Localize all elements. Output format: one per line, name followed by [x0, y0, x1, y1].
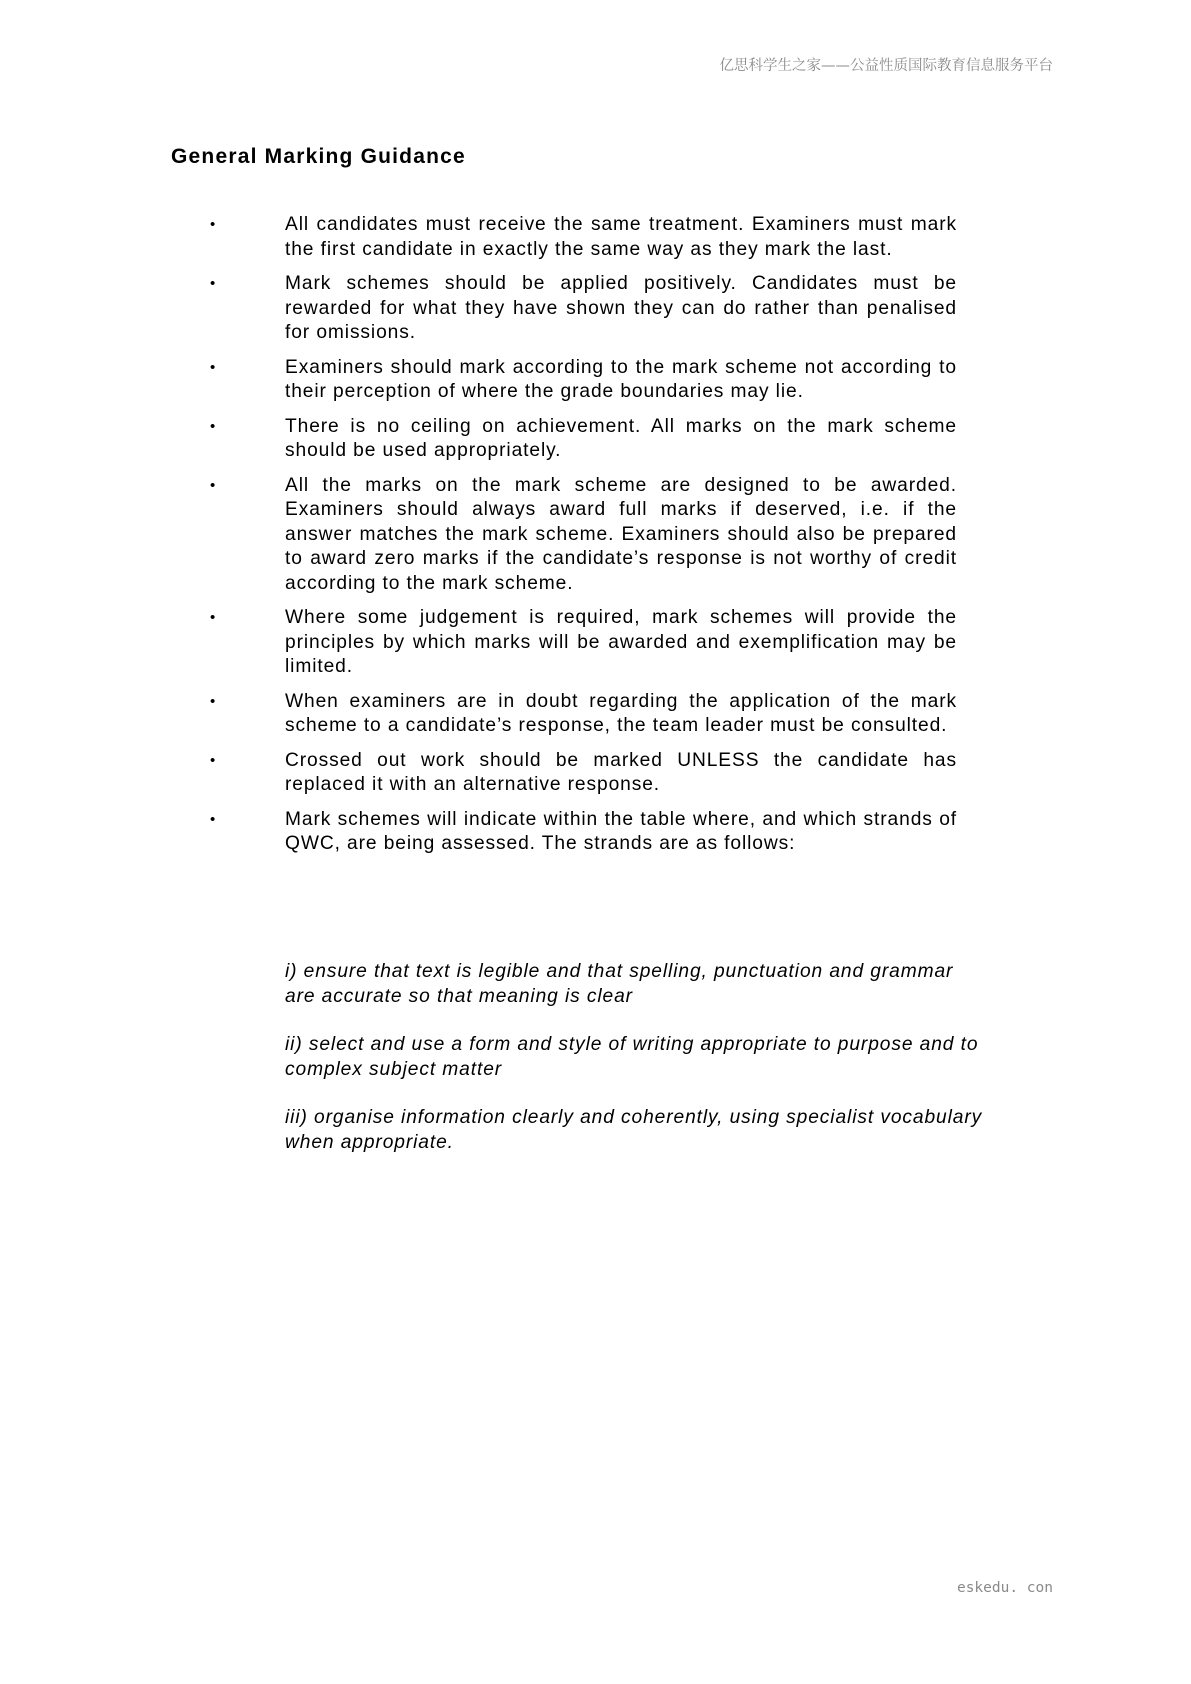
list-item-text: Mark schemes should be applied positively. Candidates must be rewarded for what they have shown they can do rather than penalised for omissions. — [285, 273, 957, 343]
footer-watermark: eskedu. con — [956, 1580, 1053, 1596]
list-item-text: There is no ceiling on achievement. All marks on the mark scheme should be used appropriately. — [285, 415, 957, 461]
list-item-text: When examiners are in doubt regarding the application of the mark scheme to a candidate’s response, the team leader must be consulted. — [285, 690, 957, 736]
qwc-strand-ii: ii) select and use a form and style of writing appropriate to purpose and to complex subject matter — [285, 1034, 979, 1080]
list-item — [207, 690, 957, 739]
qwc-strand-i: i) ensure that text is legible and that spelling, punctuation and grammar are accurate so that meaning is clear — [285, 961, 954, 1007]
list-item-text: Where some judgement is required, mark schemes will provide the principles by which marks will be awarded and exemplification may be limited. — [285, 607, 957, 677]
list-item — [207, 474, 957, 597]
page-title: General Marking Guidance — [171, 145, 466, 168]
guidance-list — [207, 213, 957, 867]
list-item-text: Crossed out work should be marked UNLESS the candidate has replaced it with an alternative response. — [285, 749, 957, 795]
bullet-icon: • — [210, 609, 217, 626]
list-item-text: Examiners should mark according to the mark scheme not according to their perception of where the grade boundaries may lie. — [285, 356, 957, 402]
list-item-text: All candidates must receive the same treatment. Examiners must mark the first candidate in exactly the same way as they mark the last. — [285, 214, 957, 260]
bullet-icon: • — [210, 216, 217, 233]
list-item — [207, 213, 957, 262]
bullet-icon: • — [210, 751, 217, 769]
header-watermark: 亿思科学生之家——公益性质国际教育信息服务平台 — [719, 58, 1053, 74]
list-item — [207, 808, 957, 857]
bullet-icon: • — [210, 476, 217, 494]
list-item — [207, 415, 957, 464]
list-item — [207, 356, 957, 405]
bullet-icon: • — [210, 810, 217, 828]
qwc-strand-iii: iii) organise information clearly and coherently, using specialist vocabulary when appropriate. — [285, 1107, 983, 1153]
bullet-icon: • — [210, 692, 217, 710]
list-item-text: Mark schemes will indicate within the table where, and which strands of QWC, are being assessed. The strands are as follows: — [285, 808, 957, 854]
bullet-icon: • — [210, 358, 217, 376]
list-item-text: All the marks on the mark scheme are designed to be awarded. Examiners should always award full marks if deserved, i.e. if the answer matches the mark scheme. Examiners should also be prepared to award zero marks if the candidate’s response is not worthy of credit according to the mark scheme. — [285, 474, 957, 594]
list-item — [207, 272, 957, 346]
list-item — [207, 749, 957, 798]
bullet-icon: • — [210, 417, 217, 435]
bullet-icon: • — [210, 275, 217, 292]
qwc-strands — [285, 960, 985, 1179]
list-item — [207, 606, 957, 680]
